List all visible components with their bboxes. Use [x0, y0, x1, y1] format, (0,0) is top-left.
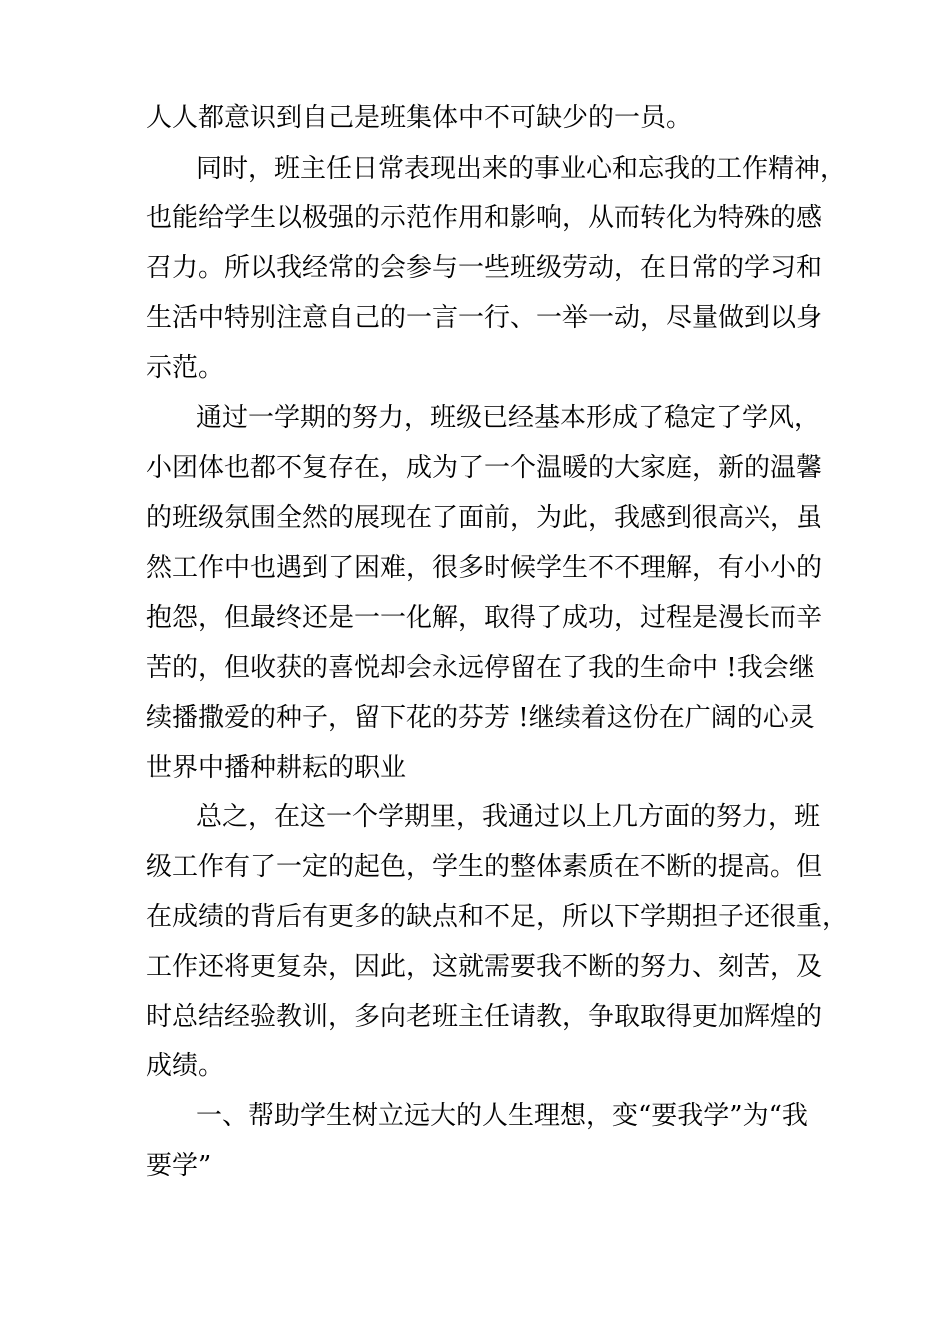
text-line: 生活中特别注意自己的一言一行、一举一动，尽量做到以身	[146, 303, 823, 333]
text-line: 在成绩的背后有更多的缺点和不足，所以下学期担子还很重，	[146, 902, 849, 932]
paragraph-start-line: 通过一学期的努力，班级已经基本形成了稳定了学风，	[196, 403, 821, 433]
text-line: 的班级氛围全然的展现在了面前，为此，我感到很高兴，虽	[146, 503, 823, 533]
section-heading-line: 一、帮助学生树立远大的人生理想，变“要我学”为“我	[196, 1101, 808, 1131]
text-line: 续播撒爱的种子，留下花的芬芳 !继续着这份在广阔的心灵	[146, 703, 815, 733]
text-line: 也能给学生以极强的示范作用和影响，从而转化为特殊的感	[146, 203, 823, 233]
text-line: 工作还将更复杂，因此，这就需要我不断的努力、刻苦，及	[146, 952, 823, 982]
text-line: 成绩。	[146, 1051, 225, 1081]
text-line: 世界中播种耕耘的职业	[146, 753, 407, 783]
section-heading-line: 要学”	[146, 1151, 212, 1181]
text-line: 然工作中也遇到了困难，很多时候学生不不理解，有小小的	[146, 553, 823, 583]
text-line: 时总结经验教训，多向老班主任请教，争取取得更加辉煌的	[146, 1002, 823, 1032]
text-line: 抱怨，但最终还是一一化解，取得了成功，过程是漫长而辛	[146, 603, 823, 633]
text-line: 召力。所以我经常的会参与一些班级劳动，在日常的学习和	[146, 253, 823, 283]
text-line: 小团体也都不复存在，成为了一个温暖的大家庭，新的温馨	[146, 453, 823, 483]
paragraph-start-line: 总之，在这一个学期里，我通过以上几方面的努力，班	[196, 802, 821, 832]
paragraph-start-line: 同时，班主任日常表现出来的事业心和忘我的工作精神，	[196, 154, 847, 184]
text-line: 级工作有了一定的起色，学生的整体素质在不断的提高。但	[146, 852, 823, 882]
text-line: 示范。	[146, 353, 225, 383]
text-line: 苦的，但收获的喜悦却会永远停留在了我的生命中 !我会继	[146, 653, 815, 683]
text-line: 人人都意识到自己是班集体中不可缺少的一员。	[146, 103, 693, 133]
